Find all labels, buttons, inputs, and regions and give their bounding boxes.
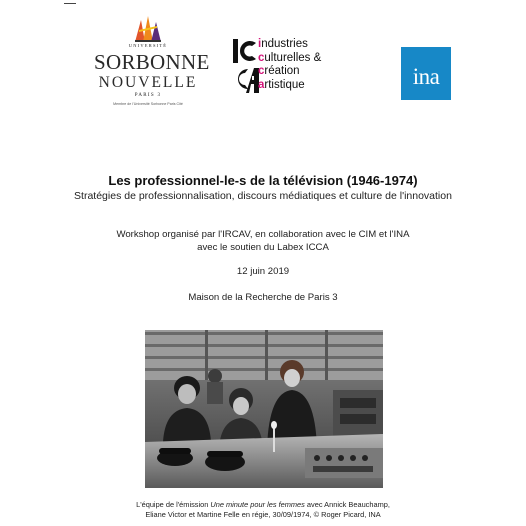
ina-logo-text: ina xyxy=(412,64,440,89)
ina-logo xyxy=(401,47,451,100)
stray-mark xyxy=(64,3,76,4)
photo-caption-line-1: L'équipe de l'émission Une minute pour les femmes avec Annick Beauchamp, xyxy=(136,500,390,509)
icca-logo xyxy=(232,38,362,100)
archive-photo-illustration xyxy=(145,330,383,488)
icca-line-1: industries xyxy=(258,38,308,50)
icca-line-2: culturelles & xyxy=(258,51,322,64)
document-title: Les professionnel-le-s de la télévision (1946-1974) xyxy=(108,173,418,188)
program-title: Une minute pour les femmes xyxy=(210,500,305,509)
event-venue: Maison de la Recherche de Paris 3 xyxy=(188,292,338,303)
support-line: avec le soutien du Labex ICCA xyxy=(197,242,329,253)
sorbonne-emblem-icon xyxy=(131,14,165,44)
sorbonne-name: SORBONNE xyxy=(94,50,210,74)
sorbonne-nouvelle: NOUVELLE xyxy=(98,74,198,91)
sorbonne-university-label: UNIVERSITÉ xyxy=(128,43,168,48)
sorbonne-paris: PARIS 3 xyxy=(134,93,162,98)
photo-caption-line-2: Eliane Victor et Martine Felle en régie, 30/09/1974, © Roger Picard, INA xyxy=(145,510,381,519)
icca-line-3: création xyxy=(258,65,300,77)
sorbonne-nouvelle-logo xyxy=(94,14,210,106)
event-date: 12 juin 2019 xyxy=(236,266,290,277)
icca-line-4: artistique xyxy=(258,78,305,91)
document-subtitle: Stratégies de professionnalisation, discours médiatiques et culture de l'innovation xyxy=(74,190,452,202)
archive-photo xyxy=(145,330,383,488)
workshop-line: Workshop organisé par l'IRCAV, en collaboration avec le CIM et l'INA xyxy=(116,229,410,240)
sorbonne-member-note: Membre de l'Université Sorbonne Paris Cité xyxy=(113,102,183,106)
